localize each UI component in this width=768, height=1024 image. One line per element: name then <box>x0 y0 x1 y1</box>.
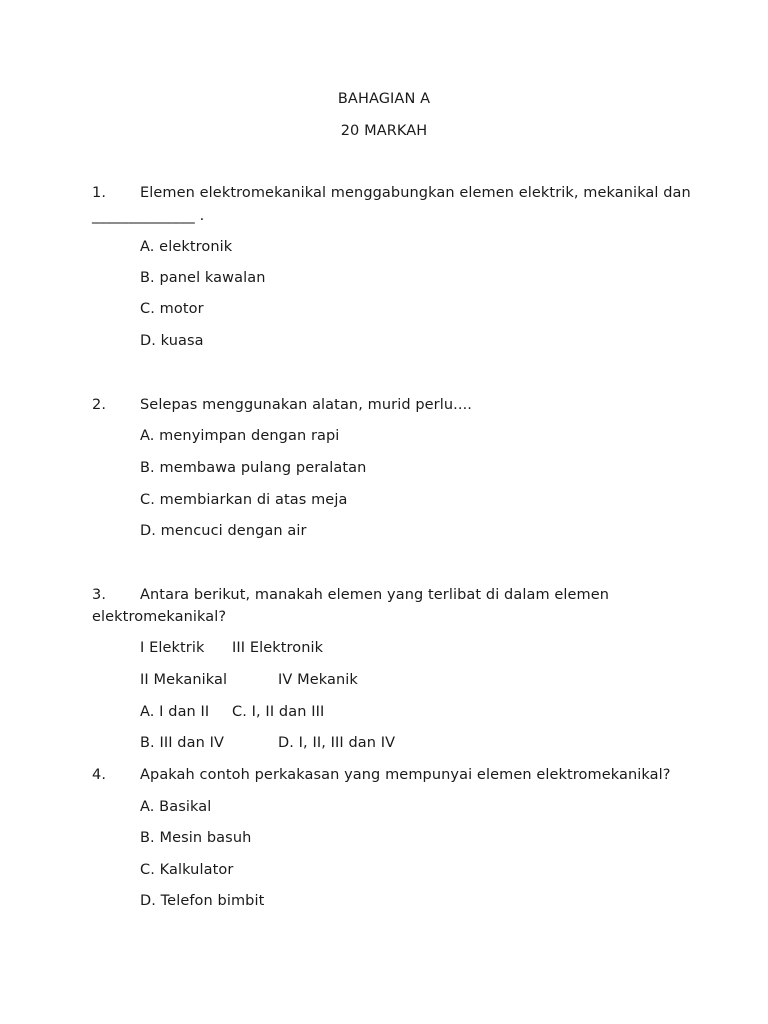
question-number: 1. <box>92 185 107 201</box>
marks-label: 20 MARKAH <box>340 123 428 139</box>
question-text: Selepas menggunakan alatan, murid perlu.... <box>140 397 473 413</box>
option-a: A. I dan II <box>140 704 210 720</box>
option-a: A. Basikal <box>140 799 212 815</box>
option-c: C. Kalkulator <box>140 862 234 878</box>
option-b: B. III dan IV <box>140 735 224 751</box>
section-title: BAHAGIAN A <box>337 91 431 107</box>
question-number: 4. <box>92 767 107 783</box>
option-b: B. membawa pulang peralatan <box>140 460 367 476</box>
question-text: Elemen elektromekanikal menggabungkan elemen elektrik, mekanikal dan <box>140 185 691 201</box>
option-c: C. I, II dan III <box>232 704 325 720</box>
answer-blank: ______________ . <box>92 208 205 224</box>
option-d: D. kuasa <box>140 333 204 349</box>
option-d: D. Telefon bimbit <box>140 893 265 909</box>
question-text: Antara berikut, manakah elemen yang terlibat di dalam elemen <box>140 587 610 603</box>
question-number: 2. <box>92 397 107 413</box>
question-text-continued: elektromekanikal? <box>92 609 227 625</box>
option-d: D. mencuci dengan air <box>140 523 307 539</box>
question-text: Apakah contoh perkakasan yang mempunyai elemen elektromekanikal? <box>140 767 671 783</box>
option-a: A. menyimpan dengan rapi <box>140 428 340 444</box>
item-i: I Elektrik <box>140 640 205 656</box>
option-b: B. panel kawalan <box>140 270 266 286</box>
option-c: C. membiarkan di atas meja <box>140 492 348 508</box>
option-d: D. I, II, III dan IV <box>278 735 396 751</box>
option-a: A. elektronik <box>140 239 233 255</box>
option-b: B. Mesin basuh <box>140 830 252 846</box>
question-number: 3. <box>92 587 107 603</box>
item-iv: IV Mekanik <box>278 672 358 688</box>
option-c: C. motor <box>140 301 204 317</box>
item-iii: III Elektronik <box>232 640 324 656</box>
item-ii: II Mekanikal <box>140 672 228 688</box>
